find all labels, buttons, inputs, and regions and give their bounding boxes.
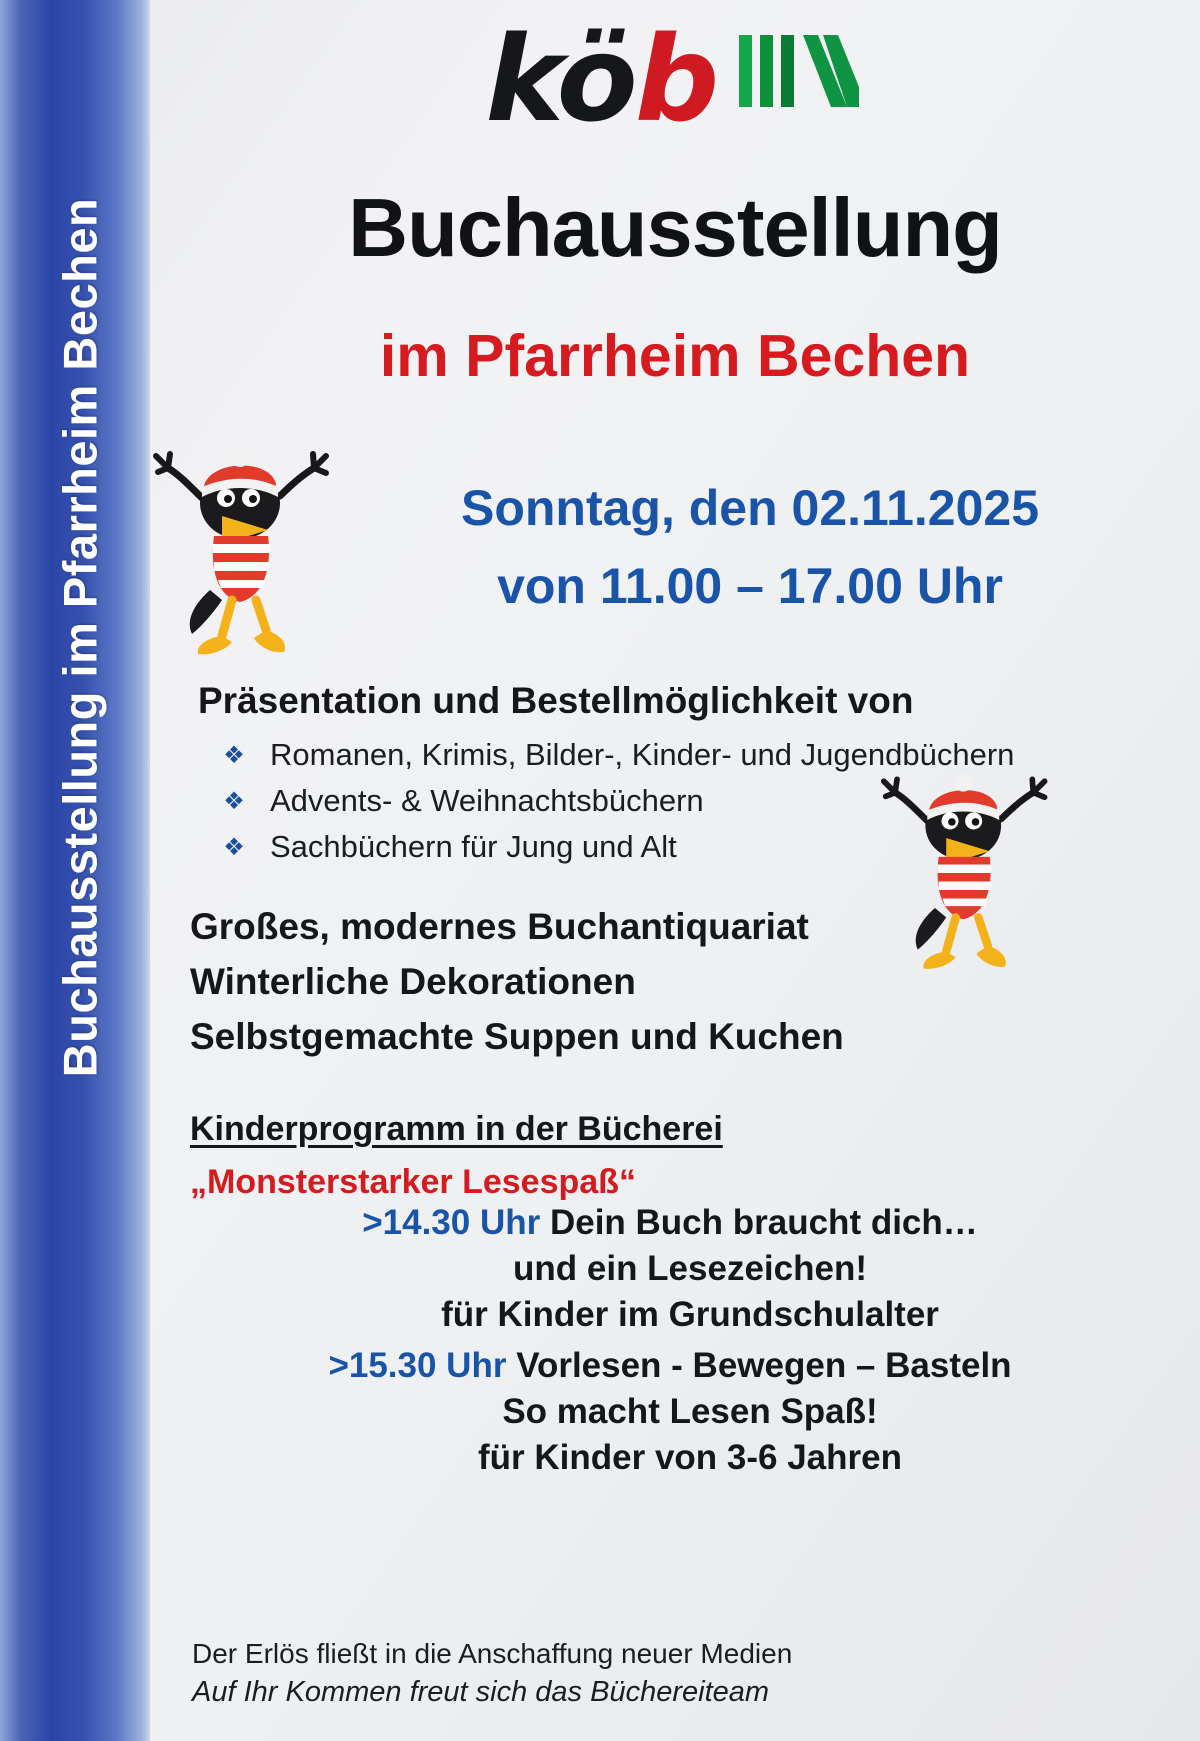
kids-programme-list: [190, 1200, 1150, 1485]
raven-mascot-left: [152, 440, 337, 670]
kids-item-line: für Kinder von 3-6 Jahren: [478, 1437, 902, 1477]
kids-item-line: und ein Lesezeichen!: [513, 1249, 867, 1289]
list-item-label: Sachbüchern für Jung und Alt: [270, 829, 677, 865]
kids-programme-heading: Kinderprogramm in der Bücherei: [190, 1110, 723, 1148]
list-item-label: Romanen, Krimis, Bilder-, Kinder- und Jugendbüchern: [270, 737, 1015, 772]
page-title: Buchausstellung: [348, 181, 1002, 274]
diamond-bullet-icon: ❖: [223, 788, 245, 816]
footer-line-welcome: Auf Ihr Kommen freut sich das Büchereiteam: [192, 1675, 770, 1708]
logo-text-red: b: [634, 10, 717, 148]
highlight-line: Großes, modernes Buchantiquariat: [190, 906, 809, 947]
list-item: [198, 827, 1118, 866]
side-banner: [0, 0, 150, 1741]
presentation-heading: Präsentation und Bestellmöglichkeit von: [198, 680, 914, 721]
kids-item-line: für Kinder im Grundschulalter: [441, 1295, 939, 1335]
highlight-line: Winterliche Dekorationen: [190, 960, 636, 1002]
list-item: [198, 735, 1118, 774]
kids-item-headline: [190, 1200, 1150, 1246]
list-item: [198, 781, 1118, 820]
event-date: [320, 470, 1180, 625]
koeb-logo: [150, 10, 1200, 150]
highlights-list: [190, 900, 1090, 1064]
logo-text-dark: kö: [485, 10, 635, 148]
footer-line-proceeds: Der Erlös fließt in die Anschaffung neuer Medien: [192, 1638, 793, 1669]
diamond-bullet-icon: ❖: [223, 742, 245, 769]
page-subtitle: im Pfarrheim Bechen: [379, 323, 971, 389]
kids-item-time: >14.30 Uhr: [362, 1203, 541, 1242]
kids-programme-item: [190, 1200, 1150, 1339]
kids-item-title: Vorlesen - Bewegen – Basteln: [506, 1345, 1012, 1385]
diamond-bullet-icon: ❖: [223, 834, 245, 862]
kids-item-title: Dein Buch braucht dich…: [540, 1203, 978, 1242]
kids-item-headline: [190, 1343, 1150, 1389]
kids-item-time: >15.30 Uhr: [328, 1345, 507, 1385]
kids-programme-item: [190, 1343, 1150, 1482]
footer-notes: [192, 1635, 1152, 1712]
highlight-line: Selbstgemachte Suppen und Kuchen: [190, 1015, 844, 1057]
list-item-label: Advents- & Weihnachtsbüchern: [270, 783, 704, 819]
kids-item-line: So macht Lesen Spaß!: [502, 1391, 878, 1431]
side-banner-text: Buchausstellung im Pfarrheim Bechen: [53, 197, 107, 1078]
poster-content: [150, 0, 1200, 1741]
presentation-list: [198, 735, 1118, 873]
kids-programme-motto: „Monsterstarker Lesespaß“: [190, 1163, 636, 1201]
event-time-line2: von 11.00 – 17.00 Uhr: [497, 557, 1003, 614]
event-date-line1: Sonntag, den 02.11.2025: [460, 480, 1040, 536]
open-book-icon: [735, 27, 865, 118]
